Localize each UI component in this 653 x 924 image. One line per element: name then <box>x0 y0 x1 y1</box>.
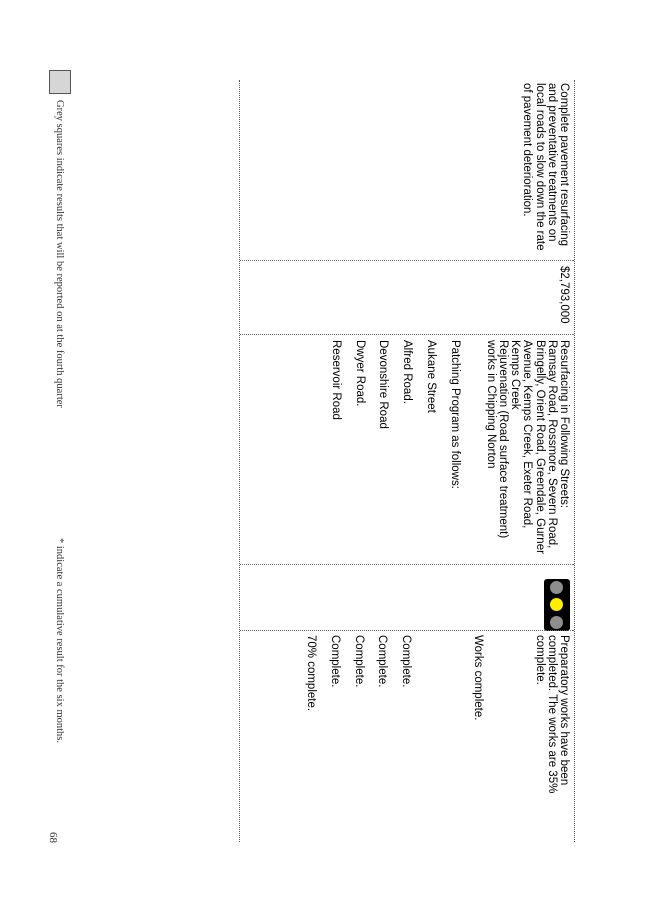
gray-square-legend-icon <box>49 70 71 94</box>
patching-notes-list <box>305 635 412 839</box>
green-lamp <box>551 616 564 629</box>
patching-note: Complete. <box>376 635 389 688</box>
patching-street: Devonshire Road <box>377 340 390 429</box>
works-cell <box>330 340 570 562</box>
patching-note: Complete. <box>329 635 342 688</box>
patching-note: 70% complete. <box>305 635 318 712</box>
page-number: 68 <box>47 832 59 843</box>
traffic-light-icon <box>544 579 570 631</box>
patching-street: Reservoir Road <box>330 340 343 420</box>
notes-cell <box>305 635 570 839</box>
resurfacing-streets: Ramsay Road, Rossmore, Severn Road, Bringelly, Orient Road, Greendale, Gurner Avenue, Kemps Creek, Exeter Road, Kemps Creek <box>509 340 558 554</box>
budget-cell: $2,793,000 <box>558 266 570 324</box>
rejuvenation-text: Rejuvenation (Road surface treatment) works in Chipping Norton <box>484 340 509 539</box>
patching-heading: Patching Program as follows: <box>448 340 461 489</box>
patching-street: Aukane Street <box>424 340 437 413</box>
amber-lamp <box>551 598 564 611</box>
patching-note: Complete. <box>352 635 365 688</box>
description-cell: Complete pavement resurfacing and preventative treatments on local roads to slow down the rate of pavement deterioration. <box>521 83 570 251</box>
status-column <box>240 564 574 630</box>
notes-column <box>240 630 574 842</box>
works-heading: Resurfacing in Following Streets: <box>558 340 570 509</box>
patching-streets-list <box>330 340 437 562</box>
patching-street: Alfred Road. <box>401 340 414 404</box>
legend-asterisk: * indicate a cumulative result for the six months. <box>54 538 65 743</box>
note-main: Preparatory works have been completed. The works are 35% complete. <box>533 635 570 794</box>
works-column <box>240 334 574 564</box>
progress-table <box>239 80 575 842</box>
red-lamp <box>551 581 564 594</box>
budget-column <box>240 260 574 334</box>
note-rejuvenation: Works complete. <box>472 635 485 721</box>
description-column <box>240 80 574 260</box>
patching-note: Complete. <box>400 635 413 688</box>
legend-gray-squares: Grey squares indicate results that will be reported on at the fourth quarter <box>54 100 65 408</box>
patching-street: Dwyer Road. <box>353 340 366 407</box>
